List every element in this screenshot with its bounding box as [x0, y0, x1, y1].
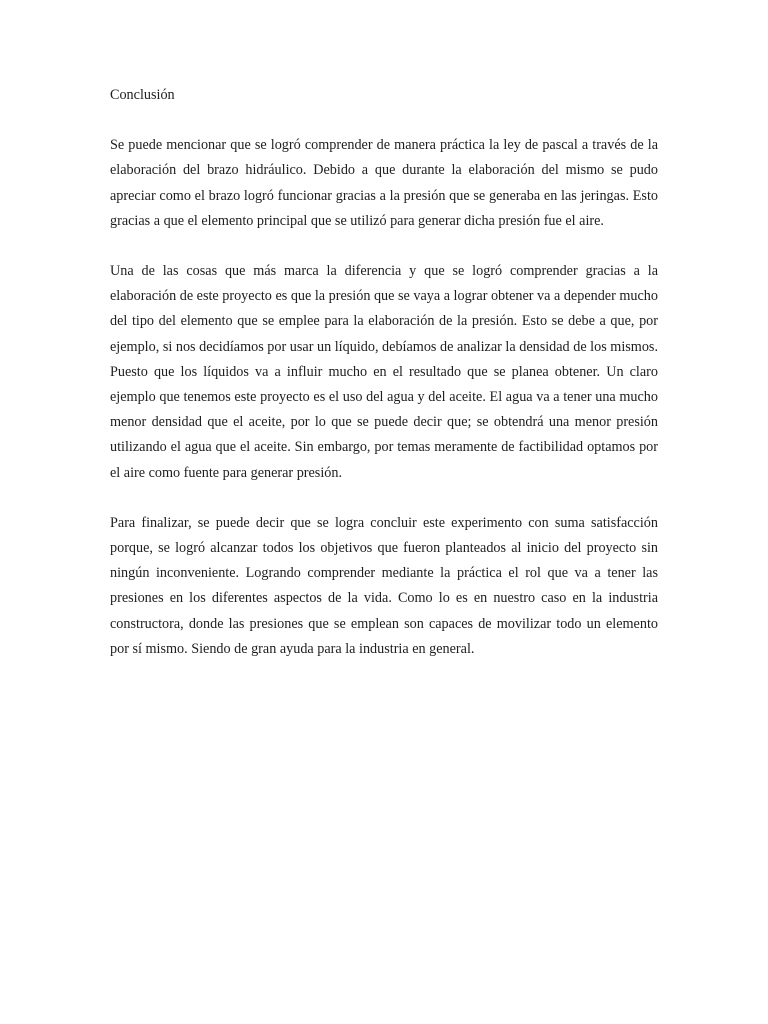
document-title: Conclusión: [110, 87, 175, 103]
paragraph-3: Para finalizar, se puede decir que se logra concluir este experimento con suma satisfacción porque, se logró alcanzar todos los objetivos que fueron planteados al inicio del proyecto sin ningún inconveniente. Logrando comprender mediante la práctica el rol que va a tener las presiones en los diferentes aspectos de la vida. Como lo es en nuestro caso en la industria constructora, donde las presiones que se emplean son capaces de movilizar todo un elemento por sí mismo. Siendo de gran ayuda para la industria en general.: [110, 514, 658, 657]
document-body: [110, 83, 658, 687]
paragraph-2: Una de las cosas que más marca la diferencia y que se logró comprender gracias a la elaboración de este proyecto es que la presión que se vaya a lograr obtener va a depender mucho del tipo del elemento que se emplee para la elaboración de la presión. Esto se debe a que, por ejemplo, si nos decidíamos por usar un líquido, debíamos de analizar la densidad de los mismos. Puesto que los líquidos va a influir mucho en el resultado que se planea obtener. Un claro ejemplo que tenemos este proyecto es el uso del agua y del aceite. El agua va a tener una mucho menor densidad que el aceite, por lo que se puede decir que; se obtendrá una menor presión utilizando el agua que el aceite. Sin embargo, por temas meramente de factibilidad optamos por el aire como fuente para generar presión.: [110, 263, 658, 481]
paragraph-1: Se puede mencionar que se logró comprender de manera práctica la ley de pascal a través de la elaboración del brazo hidráulico. Debido a que durante la elaboración del mismo se pudo apreciar como el brazo logró funcionar gracias a la presión que se generaba en las jeringas. Esto gracias a que el elemento principal que se utilizó para generar dicha presión fue el aire.: [110, 137, 658, 229]
